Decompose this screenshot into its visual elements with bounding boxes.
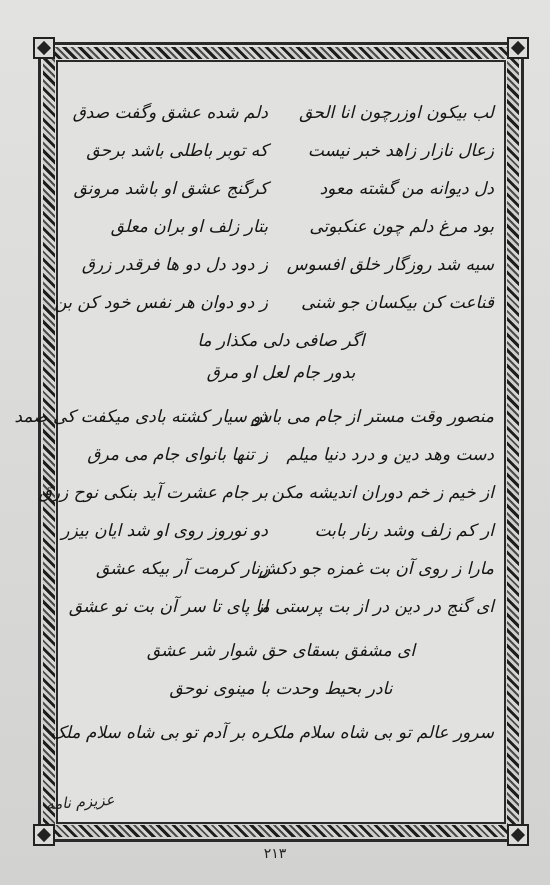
verse-line [68, 250, 494, 280]
verse-line [68, 554, 494, 584]
hemistich-right: قناعت کن بیکسان جو شنی [301, 293, 494, 313]
hemistich-left: کرگنج عشق او باشد مرونق [73, 179, 268, 199]
hemistich-right: دست وهد دین و درد دنیا میلم [286, 445, 494, 465]
hemistich-left: دو نوروز روی او شد ایان بیزر [61, 521, 268, 541]
centered-hemistich: بدور جام لعل او مرق [206, 363, 356, 383]
verse-line [68, 174, 494, 204]
hemistich-right: بود مرغ دلم چون عنکبوتی [309, 217, 494, 237]
margin-annotation: عزیزم نامه [45, 790, 116, 814]
verse-line [14, 402, 494, 432]
hemistich-left: از پای تا سر آن بت نو عشق [68, 597, 268, 617]
verse-line [54, 288, 494, 318]
verse-line [68, 212, 494, 242]
centered-hemistich: ای مشفق بسقای حق شوار شر عشق [146, 641, 416, 661]
corner-ornament-top-left [33, 37, 55, 59]
hemistich-left: بر جام عشرت آید بنکی نوح زرق [38, 483, 268, 503]
hemistich-right: از خیم ز خم دوران اندیشه مکن [271, 483, 494, 503]
verse-line-centered [68, 358, 494, 388]
centered-hemistich: اگر صافی دلی مکذار ما [197, 331, 365, 351]
hemistich-right: منصور وقت مستر از جام می باش [250, 407, 494, 427]
verse-line-centered [68, 636, 494, 666]
hemistich-right: سیه شد روزگار خلق افسوس [286, 255, 494, 275]
verse-line-centered [68, 674, 494, 704]
hemistich-left: بتار زلف او بران معلق [110, 217, 268, 237]
hemistich-left: ز دود دل دو ها فرقدر زرق [81, 255, 268, 275]
hemistich-left: ز دو دوان هر نفس خود کن بن [54, 293, 268, 313]
verse-line [50, 718, 494, 748]
hemistich-left: زنار کرمت آر بیکه عشق [95, 559, 268, 579]
hemistich-left: دلم شده عشق وگفت صدق [72, 103, 268, 123]
hemistich-left: ره بر آدم تو بی شاه سلام ملک [50, 723, 268, 743]
hemistich-left: که توبر باطلی باشد برحق [86, 141, 268, 161]
page-number: ۲۱۳ [263, 846, 287, 862]
centered-hemistich: نادر بحیط وحدت با مینوی نوحق [169, 679, 393, 699]
hemistich-left: ز تنها بانوای جام می مرق [87, 445, 268, 465]
verse-line [68, 136, 494, 166]
hemistich-right: مارا ز روی آن بت غمزه جو دکش [258, 559, 494, 579]
corner-ornament-bottom-left [33, 824, 55, 846]
corner-ornament-bottom-right [507, 824, 529, 846]
verse-line [38, 478, 494, 508]
verse-line [61, 516, 494, 546]
corner-ornament-top-right [507, 37, 529, 59]
verse-line [68, 592, 494, 622]
hemistich-right: ار کم زلف وشد رنار بابت [314, 521, 494, 541]
hemistich-left: دو سیار کشته بادی میکفت کی صمد [14, 407, 268, 427]
hemistich-right: سرور عالم تو بی شاه سلام ملک [264, 723, 494, 743]
verse-line [68, 440, 494, 470]
hemistich-right: دل دیوانه من گشته معود [319, 179, 494, 199]
hemistich-right: زعال نازار زاهد خبر نیست [307, 141, 494, 161]
hemistich-right: ای گنج در دین در از بت پرستی ما [255, 597, 494, 617]
verse-line [68, 98, 494, 128]
hemistich-right: لب بیکون اوزرچون انا الحق [299, 103, 494, 123]
verse-line-centered [68, 326, 494, 356]
